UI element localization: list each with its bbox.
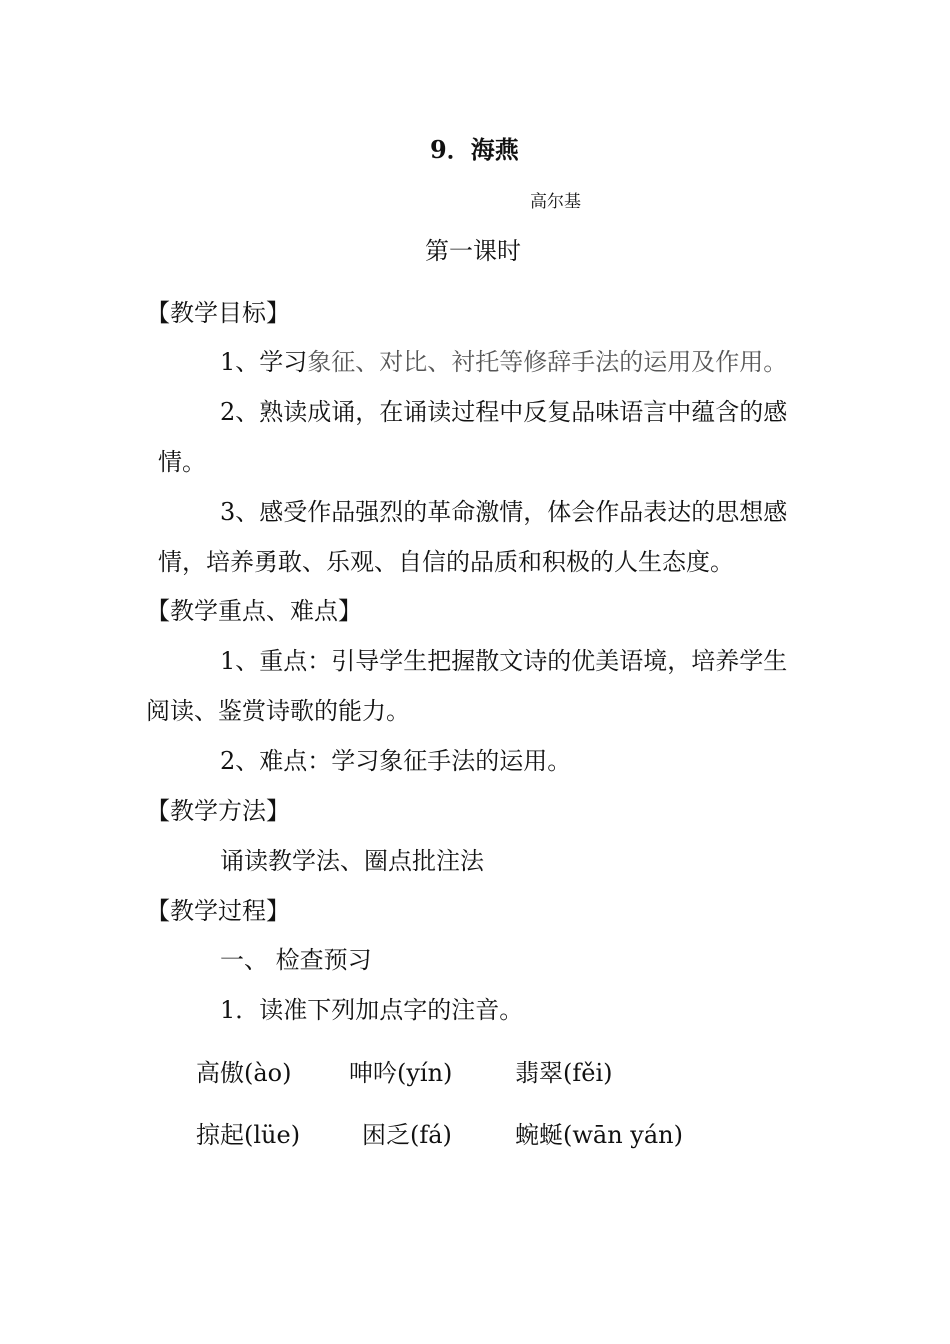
methods-text: 诵读教学法、圈点批注法 <box>220 847 484 875</box>
goal-item-3-line-2: 情，培养勇敢、乐观、自信的品质和积极的人生态度。 <box>158 548 734 576</box>
process-step-1-sub: 1．读准下列加点字的注音。 <box>220 996 524 1024</box>
process-heading: 【教学过程】 <box>146 897 290 925</box>
pinyin-word: 困乏(fá) <box>362 1121 452 1149</box>
pinyin-row-1 <box>0 1058 950 1088</box>
pinyin-row-2 <box>0 1120 950 1150</box>
author-name: 高尔基 <box>530 192 581 212</box>
goal-item-3-line-1: 3、感受作品强烈的革命激情，体会作品表达的思想感 <box>220 498 788 526</box>
pinyin-word: 高傲(ào) <box>196 1059 292 1087</box>
goal-item-1-prefix: 1、学习 <box>220 348 308 376</box>
document-title: 9．海燕 <box>430 135 519 164</box>
goals-heading: 【教学目标】 <box>146 299 290 327</box>
key-points-heading: 【教学重点、难点】 <box>146 597 362 625</box>
lesson-label: 第一课时 <box>425 237 521 265</box>
goal-item-1-text: 象征、对比、衬托等修辞手法的运用及作用。 <box>307 348 788 376</box>
process-step-1: 一、 检查预习 <box>220 946 372 974</box>
key-point-1-line-2: 阅读、鉴赏诗歌的能力。 <box>146 697 410 725</box>
goal-item-2-line-2: 情。 <box>158 448 206 476</box>
pinyin-word: 掠起(lüe) <box>196 1121 301 1149</box>
pinyin-word: 呻吟(yín) <box>349 1059 453 1087</box>
key-point-2: 2、难点：学习象征手法的运用。 <box>220 747 572 775</box>
goal-item-2-line-1: 2、熟读成诵，在诵读过程中反复品味语言中蕴含的感 <box>220 398 788 426</box>
goal-item-1 <box>220 347 787 377</box>
pinyin-word: 蜿蜒(wān yán) <box>515 1121 683 1149</box>
pinyin-word: 翡翠(fěi) <box>515 1059 613 1087</box>
methods-heading: 【教学方法】 <box>146 797 290 825</box>
key-point-1-line-1: 1、重点：引导学生把握散文诗的优美语境，培养学生 <box>220 647 788 675</box>
